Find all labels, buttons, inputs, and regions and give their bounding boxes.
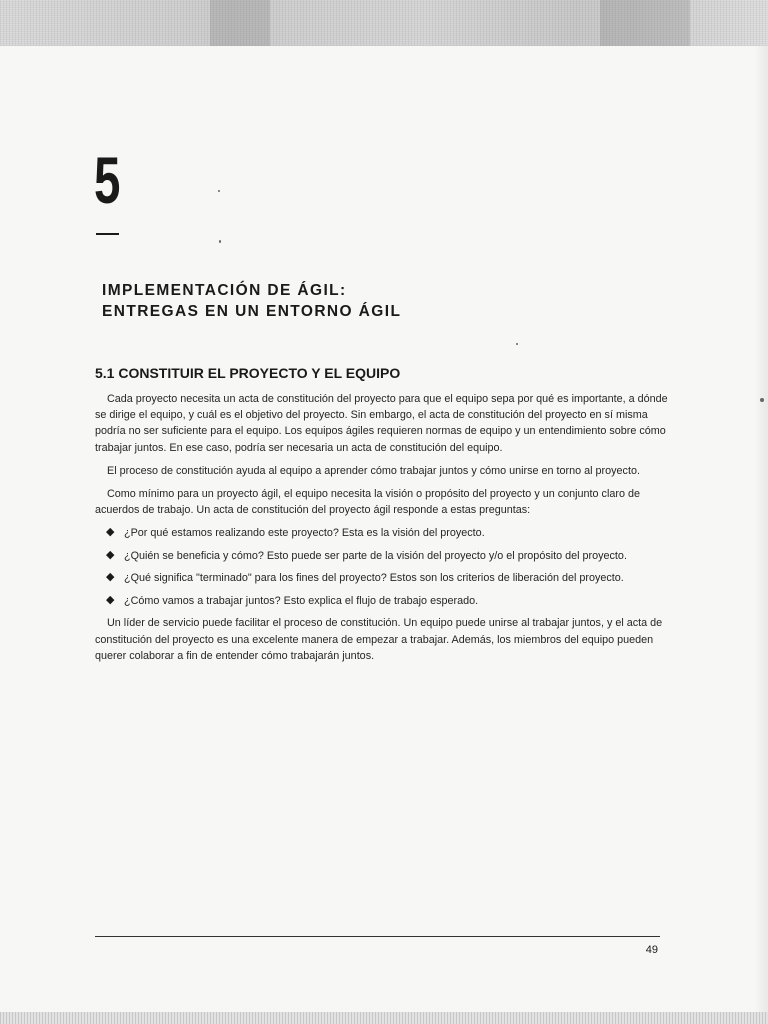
list-item-text: ¿Qué significa "terminado" para los fines del proyecto? Estos son los criterios de liberación del proyecto.	[124, 572, 624, 585]
scan-shadow-right	[754, 46, 768, 1012]
bullet-list	[95, 525, 671, 609]
diamond-bullet-icon: ◆	[106, 571, 115, 584]
page-number: 49	[645, 944, 658, 956]
chapter-title-line-1: IMPLEMENTACIÓN DE ÁGIL:	[102, 282, 347, 299]
chapter-title	[102, 280, 622, 322]
diamond-bullet-icon: ◆	[106, 526, 115, 539]
list-item-text: ¿Por qué estamos realizando este proyecto? Esta es la visión del proyecto.	[124, 527, 485, 540]
list-item	[101, 570, 671, 586]
list-item	[101, 593, 671, 609]
section-body	[95, 391, 671, 671]
scan-shadow-bottom	[0, 1012, 768, 1024]
scan-blot	[600, 0, 690, 46]
paragraph: El proceso de constitución ayuda al equipo a aprender cómo trabajar juntos y cómo unirse en torno al proyecto.	[107, 464, 640, 477]
footer-rule	[95, 936, 660, 937]
list-item	[101, 548, 671, 564]
scan-speck	[218, 190, 220, 192]
list-item-text: ¿Quién se beneficia y cómo? Esto puede ser parte de la visión del proyecto y/o el propósito del proyecto.	[124, 549, 627, 562]
chapter-title-line-2: ENTREGAS EN UN ENTORNO ÁGIL	[102, 303, 402, 320]
list-item-text: ¿Cómo vamos a trabajar juntos? Esto explica el flujo de trabajo esperado.	[124, 594, 479, 607]
paragraph: Como mínimo para un proyecto ágil, el equipo necesita la visión o propósito del proyecto y un conjunto claro de acuerdos de trabajo. Un acta de constitución del proyecto ágil responde a estas preguntas:	[95, 488, 640, 517]
chapter-number: 5	[94, 143, 121, 217]
diamond-bullet-icon: ◆	[106, 593, 115, 606]
paragraph: Cada proyecto necesita un acta de constitución del proyecto para que el equipo sepa por qué es importante, a dónde se dirige el equipo, y cuál es el objetivo del proyecto. Sin embargo, el acta de constitución del proyecto en sí misma podría no ser suficiente para el equipo. Los equipos ágiles requieren normas de equipo y un entendimiento sobre cómo trabajar juntos. En ese caso, podría ser necesaria un acta de constitución del equipo.	[95, 393, 668, 454]
scan-speck	[516, 343, 518, 345]
scan-blot	[210, 0, 270, 46]
section-heading: 5.1 CONSTITUIR EL PROYECTO Y EL EQUIPO	[95, 365, 401, 381]
list-item	[101, 525, 671, 541]
scan-shadow-top	[0, 0, 768, 46]
diamond-bullet-icon: ◆	[106, 548, 115, 561]
closing-paragraph: Un líder de servicio puede facilitar el proceso de constitución. Un equipo puede unirse al trabajar juntos, y el acta de constitución del proyecto es una excelente manera de empezar a trabajar. Además, los miembros del equipo pueden querer colaborar a fin de entender cómo trabajarán juntos.	[95, 617, 663, 662]
scan-speck	[760, 398, 764, 402]
chapter-divider	[96, 233, 119, 235]
scan-speck	[219, 240, 221, 243]
